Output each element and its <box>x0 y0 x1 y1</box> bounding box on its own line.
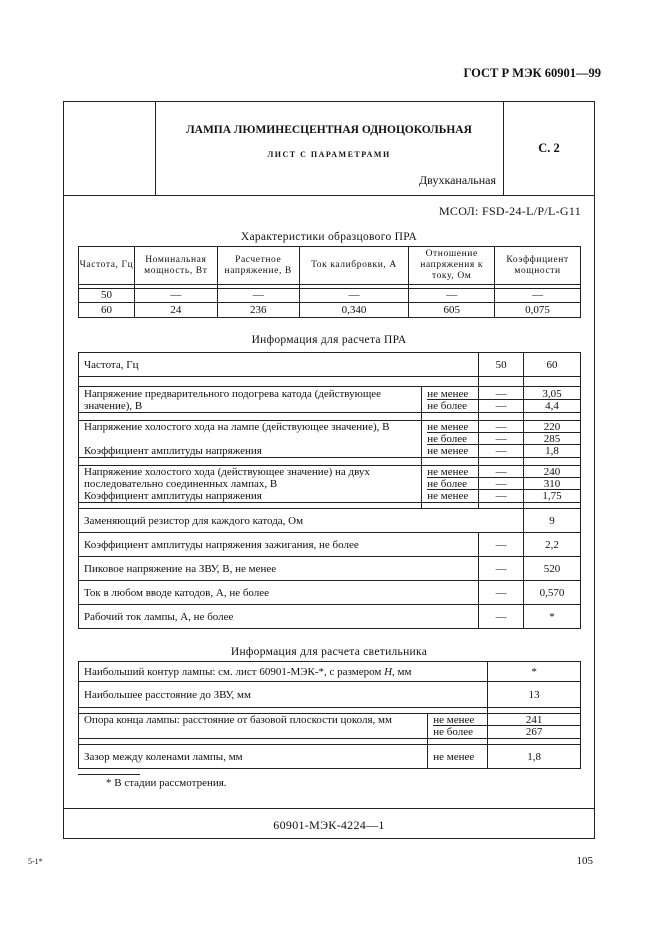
value: * <box>524 605 581 629</box>
ref-ballast-title: Характеристики образцового ПРА <box>240 231 418 243</box>
table-cell: — <box>409 289 495 303</box>
table-row <box>79 421 581 458</box>
footnote: * В стадии рассмотрения. <box>106 777 227 789</box>
page-number: 105 <box>576 855 593 867</box>
table-cell: 50 <box>79 289 135 303</box>
value: — <box>479 433 523 445</box>
value: 285 <box>524 433 580 445</box>
qualifier: не менее <box>427 421 478 433</box>
ocv-label: Напряжение холостого хода на лампе (действующее значение), В <box>84 421 390 433</box>
table-cell: 24 <box>134 303 217 318</box>
table-row <box>79 303 581 318</box>
ballast-info-title: Информация для расчета ПРА <box>251 334 407 346</box>
qualifier: не менее <box>433 714 487 726</box>
value: 1,8 <box>488 745 581 769</box>
table-row <box>79 387 581 413</box>
qualifier: не более <box>427 399 467 412</box>
table-row <box>79 745 581 769</box>
freq-50-header: 50 <box>479 353 524 377</box>
value: 9 <box>524 509 581 533</box>
value: — <box>495 445 507 457</box>
qualifier: не менее <box>427 388 478 400</box>
qualifier: не более <box>427 478 478 490</box>
title-left-divider <box>155 101 156 195</box>
standard-header: ГОСТ Р МЭК 60901—99 <box>463 66 601 80</box>
table-row <box>79 581 581 605</box>
table-cell: — <box>495 289 581 303</box>
freq-60-header: 60 <box>524 353 581 377</box>
table-row <box>79 353 581 377</box>
row-label: Коэффициент амплитуды напряжения зажигания, не более <box>79 533 479 557</box>
row-label: Ток в любом вводе катодов, А, не более <box>79 581 479 605</box>
value: 240 <box>524 466 580 478</box>
value: — <box>495 399 507 412</box>
table-row <box>79 662 581 682</box>
table-row <box>79 533 581 557</box>
qualifier: не менее <box>427 490 469 502</box>
table-cell: 0,340 <box>299 303 409 318</box>
table-cell: 0,075 <box>495 303 581 318</box>
row-label <box>79 662 488 682</box>
ref-ballast-table <box>78 246 581 318</box>
qualifier: не менее <box>428 745 488 769</box>
title-bottom-rule <box>63 195 595 196</box>
value: 520 <box>524 557 581 581</box>
qualifier: не более <box>427 433 478 445</box>
series-label: Напряжение холостого хода (действующее значение) на двух последовательно соединенных лампах, В <box>84 466 370 490</box>
value: * <box>488 662 581 682</box>
footer-left-mark: 5-1* <box>28 857 43 866</box>
col-header: Ток калибровки, А <box>299 247 409 285</box>
value: 310 <box>524 478 580 490</box>
table-row <box>79 466 581 503</box>
value: 220 <box>524 421 580 433</box>
value: 267 <box>525 726 543 738</box>
qualifier: не менее <box>427 445 469 457</box>
ref-ballast-header-row <box>79 247 581 285</box>
row-label: Пиковое напряжение на ЗВУ, В, не менее <box>79 557 479 581</box>
row-label: Опора конца лампы: расстояние от базовой плоскости цоколя, мм <box>79 714 428 739</box>
value: — <box>479 466 523 478</box>
sheet-subtitle: ЛИСТ С ПАРАМЕТРАМИ <box>267 150 391 159</box>
row-label: Напряжение предварительного подогрева катода (действующее значение), В <box>79 387 422 413</box>
ballast-info-table <box>78 352 581 629</box>
table-row <box>79 682 581 708</box>
value: 241 <box>488 714 580 726</box>
value: 13 <box>488 682 581 708</box>
col-header: Частота, Гц <box>79 247 135 285</box>
row-label <box>79 466 422 503</box>
value: 3,05 <box>524 388 580 400</box>
ocv-crest-label: Коэффициент амплитуды напряжения <box>84 445 262 457</box>
table-cell: — <box>299 289 409 303</box>
table-row <box>79 289 581 303</box>
value: — <box>479 388 523 400</box>
col-header: Отношение напряжения к току, Ом <box>409 247 495 285</box>
qualifier: не менее <box>427 466 478 478</box>
value: — <box>479 533 524 557</box>
table-cell: 60 <box>79 303 135 318</box>
table-row <box>79 714 581 739</box>
value: 1,8 <box>545 445 559 457</box>
value: 0,570 <box>524 581 581 605</box>
col-header: Номинальная мощность, Вт <box>134 247 217 285</box>
contour-unit: , мм <box>392 665 412 678</box>
sheet-number: 60901-МЭК-4224—1 <box>273 818 385 832</box>
row-label: Зазор между коленами лампы, мм <box>79 745 428 769</box>
contour-dimension: H <box>384 665 393 678</box>
row-label: Наибольшее расстояние до ЗВУ, мм <box>79 682 488 708</box>
series-crest-label: Коэффициент амплитуды напряжения <box>84 490 262 502</box>
sheet-page: С. 2 <box>538 141 560 155</box>
col-header: Коэффициент мощности <box>495 247 581 285</box>
lamp-variant: Двухканальная <box>419 173 496 187</box>
table-cell: 605 <box>409 303 495 318</box>
value: — <box>495 490 507 502</box>
row-label <box>79 421 422 458</box>
value: 2,2 <box>524 533 581 557</box>
luminaire-info-title: Информация для расчета светильника <box>230 646 428 658</box>
value: — <box>479 605 524 629</box>
table-row <box>79 605 581 629</box>
footer-rule <box>63 808 595 809</box>
luminaire-info-table <box>78 661 581 769</box>
value: — <box>479 478 523 490</box>
value: — <box>479 557 524 581</box>
col-header: Расчетное напряжение, В <box>217 247 299 285</box>
table-row <box>79 509 581 533</box>
qualifier: не более <box>433 726 473 738</box>
table-cell: — <box>134 289 217 303</box>
lamp-designation: МСОЛ: FSD-24-L/P/L-G11 <box>438 204 581 218</box>
table-cell: — <box>217 289 299 303</box>
table-cell: 236 <box>217 303 299 318</box>
row-label: Заменяющий резистор для каждого катода, Ом <box>79 509 524 533</box>
row-label: Рабочий ток лампы, А, не более <box>79 605 479 629</box>
table-row <box>79 557 581 581</box>
value: 1,75 <box>542 490 562 502</box>
value: 4,4 <box>545 399 559 412</box>
sheet-title: ЛАМПА ЛЮМИНЕСЦЕНТНАЯ ОДНОЦОКОЛЬНАЯ <box>186 124 472 136</box>
row-label: Частота, Гц <box>79 353 479 377</box>
contour-label: Наибольший контур лампы: см. лист 60901-МЭК-*, с размером <box>84 665 382 678</box>
value: — <box>479 581 524 605</box>
footnote-rule <box>78 774 140 775</box>
value: — <box>479 421 523 433</box>
